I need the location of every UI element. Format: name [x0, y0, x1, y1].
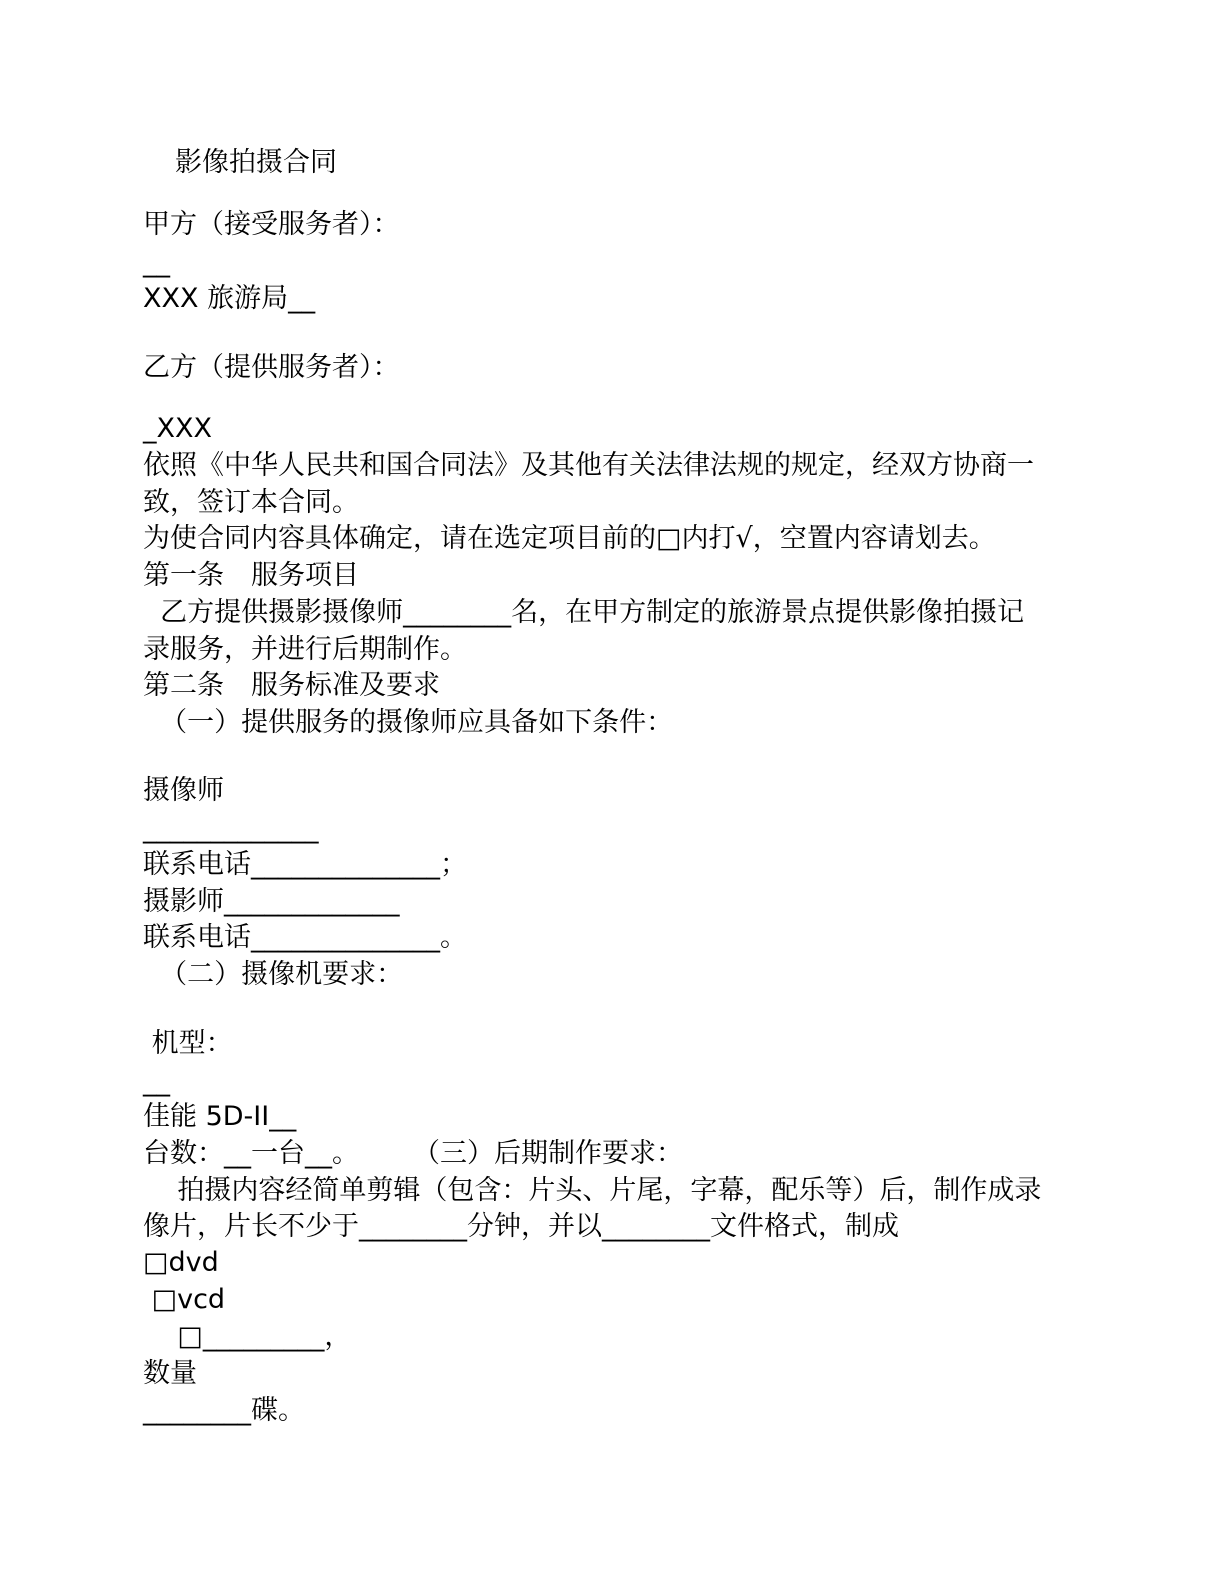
videographer-label: 摄像师	[143, 775, 224, 806]
model-blank: __	[143, 1066, 170, 1097]
photographer-line: 摄影师_____________	[143, 886, 400, 917]
option-vcd: □vcd	[143, 1284, 226, 1315]
article-2-heading: 第二条 服务标准及要求	[143, 670, 440, 701]
intro-line-1: 依照《中华人民共和国合同法》及其他有关法律法规的规定，经双方协商一	[143, 450, 1034, 481]
section-1-heading: （一）提供服务的摄像师应具备如下条件：	[143, 707, 674, 738]
disc-count-value: ________碟。	[143, 1395, 305, 1426]
model-value: 佳能 5D-II__	[143, 1101, 297, 1132]
party-a-label: 甲方（接受服务者）：	[143, 209, 400, 240]
postprod-line-1: 拍摄内容经简单剪辑（包含：片头、片尾，字幕，配乐等）后，制作成录	[143, 1175, 1042, 1206]
option-other: □_________，	[143, 1321, 352, 1352]
party-a-value: XXX 旅游局__	[143, 283, 316, 314]
videographer-blank: _____________	[143, 813, 319, 844]
phone-line-1: 联系电话______________；	[143, 849, 467, 880]
article-1-line-1: 乙方提供摄影摄像师________名，在甲方制定的旅游景点提供影像拍摄记	[143, 597, 1025, 628]
article-1-heading: 第一条 服务项目	[143, 560, 359, 591]
party-a-blank: __	[143, 247, 170, 278]
quantity-and-section-3: 台数：__一台__。 （三）后期制作要求：	[143, 1138, 683, 1169]
section-2-heading: （二）摄像机要求：	[143, 959, 404, 990]
disc-count-label: 数量	[143, 1358, 197, 1389]
instruction-text: 为使合同内容具体确定，请在选定项目前的□内打√，空置内容请划去。	[143, 523, 996, 554]
phone-line-2: 联系电话______________。	[143, 922, 467, 953]
party-b-label: 乙方（提供服务者）：	[143, 352, 400, 383]
document-title: 影像拍摄合同	[175, 147, 337, 178]
postprod-line-2: 像片，片长不少于________分钟，并以________文件格式，制成	[143, 1211, 899, 1242]
option-dvd: □dvd	[143, 1247, 219, 1278]
intro-line-2: 致，签订本合同。	[143, 487, 359, 518]
party-b-value: _XXX	[143, 413, 212, 444]
article-1-line-2: 录服务，并进行后期制作。	[143, 634, 467, 665]
model-label: 机型：	[143, 1028, 233, 1059]
